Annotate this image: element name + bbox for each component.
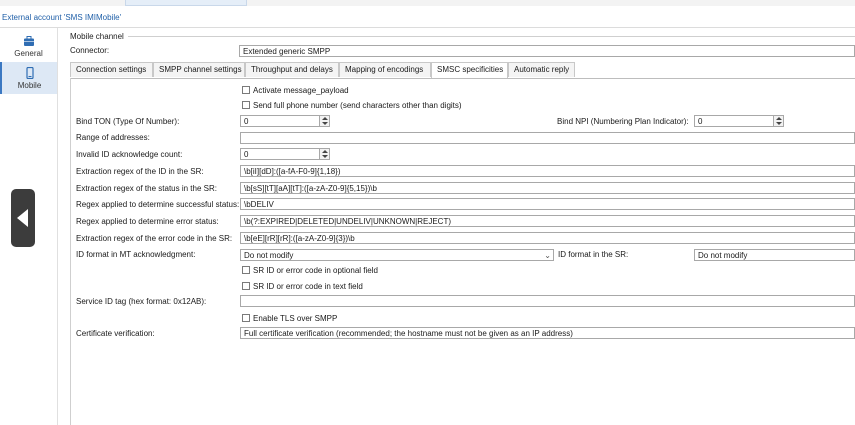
activate-payload-label: Activate message_payload bbox=[253, 86, 349, 95]
connector-label: Connector: bbox=[70, 46, 110, 55]
chevron-down-icon: ⌄ bbox=[544, 251, 551, 260]
bind-npi-label: Bind NPI (Numbering Plan Indicator): bbox=[557, 117, 689, 126]
regex-error-code-label: Extraction regex of the error code in the SR: bbox=[76, 234, 233, 243]
range-addresses-input[interactable] bbox=[240, 132, 855, 144]
regex-success-input[interactable]: \bDELIV bbox=[240, 198, 855, 210]
sidebar-item-label: Mobile bbox=[17, 81, 42, 90]
briefcase-icon bbox=[23, 35, 35, 47]
send-full-phone-checkbox[interactable] bbox=[242, 101, 250, 109]
sr-text-label: SR ID or error code in text field bbox=[253, 282, 363, 291]
regex-error-code-input[interactable]: \b[eE][rR][rR]:([a-zA-Z0-9]{3})\b bbox=[240, 232, 855, 244]
spin-down-icon bbox=[322, 122, 328, 125]
spin-up-icon bbox=[322, 117, 328, 120]
top-tab-hint[interactable] bbox=[125, 0, 247, 6]
tab-smsc-specificities[interactable]: SMSC specificities bbox=[431, 62, 508, 78]
regex-success-label: Regex applied to determine successful status: bbox=[76, 200, 240, 209]
invalid-id-count-value: 0 bbox=[244, 150, 249, 159]
top-tab-strip bbox=[0, 0, 855, 6]
bind-ton-label: Bind TON (Type Of Number): bbox=[76, 117, 180, 126]
activate-payload-checkbox[interactable] bbox=[242, 86, 250, 94]
spin-up-icon bbox=[322, 150, 328, 153]
sr-optional-checkbox[interactable] bbox=[242, 266, 250, 274]
sr-optional-label: SR ID or error code in optional field bbox=[253, 266, 378, 275]
id-format-mt-value: Do not modify bbox=[244, 251, 294, 260]
enable-tls-checkbox[interactable] bbox=[242, 314, 250, 322]
bind-ton-spin[interactable] bbox=[319, 115, 329, 127]
sidebar-item-mobile[interactable] bbox=[0, 62, 57, 94]
cert-verification-select[interactable]: Full certificate verification (recommended; the hostname must not be given as an IP address) bbox=[240, 327, 855, 339]
enable-tls-label: Enable TLS over SMPP bbox=[253, 314, 338, 323]
sidebar-item-label: General bbox=[14, 49, 43, 58]
id-format-mt-select[interactable] bbox=[240, 249, 554, 261]
mobile-phone-icon bbox=[24, 67, 36, 79]
mobile-channel-group-label: Mobile channel bbox=[70, 32, 124, 41]
bind-ton-value: 0 bbox=[244, 117, 249, 126]
settings-tabs bbox=[70, 62, 855, 79]
invalid-id-count-label: Invalid ID acknowledge count: bbox=[76, 150, 183, 159]
invalid-id-count-stepper[interactable] bbox=[240, 148, 330, 160]
window-title-bar bbox=[0, 9, 855, 28]
window-title: External account 'SMS IMIMobile' bbox=[2, 13, 122, 22]
tab-mapping-of-encodings[interactable]: Mapping of encodings bbox=[339, 62, 431, 77]
service-id-tag-label: Service ID tag (hex format: 0x12AB): bbox=[76, 297, 207, 306]
regex-id-sr-input[interactable]: \b[iI][dD]:([a-fA-F0-9]{1,18}) bbox=[240, 165, 855, 177]
spin-up-icon bbox=[776, 117, 782, 120]
bind-ton-stepper[interactable] bbox=[240, 115, 330, 127]
id-format-sr-label: ID format in the SR: bbox=[558, 250, 629, 259]
tab-automatic-reply[interactable]: Automatic reply bbox=[508, 62, 575, 77]
send-full-phone-label: Send full phone number (send characters other than digits) bbox=[253, 101, 462, 110]
bind-npi-spin[interactable] bbox=[773, 115, 783, 127]
cert-verification-label: Certificate verification: bbox=[76, 329, 155, 338]
range-addresses-label: Range of addresses: bbox=[76, 133, 150, 142]
regex-status-sr-input[interactable]: \b[sS][tT][aA][tT]:([a-zA-Z0-9]{5,15})\b bbox=[240, 182, 855, 194]
tab-smpp-channel-settings[interactable]: SMPP channel settings bbox=[153, 62, 245, 77]
regex-status-sr-label: Extraction regex of the status in the SR: bbox=[76, 184, 217, 193]
spin-down-icon bbox=[776, 122, 782, 125]
tab-connection-settings[interactable]: Connection settings bbox=[70, 62, 153, 77]
previous-page-button[interactable] bbox=[11, 189, 35, 247]
spin-down-icon bbox=[322, 155, 328, 158]
regex-id-sr-label: Extraction regex of the ID in the SR: bbox=[76, 167, 204, 176]
invalid-id-count-spin[interactable] bbox=[319, 148, 329, 160]
group-divider bbox=[128, 36, 855, 37]
connector-select[interactable]: Extended generic SMPP bbox=[239, 45, 855, 57]
arrow-left-icon bbox=[17, 209, 28, 227]
id-format-sr-select[interactable]: Do not modify bbox=[694, 249, 855, 261]
regex-error-input[interactable]: \b(?:EXPIRED|DELETED|UNDELIV|UNKNOWN|REJECT) bbox=[240, 215, 855, 227]
service-id-tag-input[interactable] bbox=[240, 295, 855, 307]
regex-error-label: Regex applied to determine error status: bbox=[76, 217, 219, 226]
bind-npi-value: 0 bbox=[698, 117, 703, 126]
sr-text-checkbox[interactable] bbox=[242, 282, 250, 290]
sidebar-item-general[interactable] bbox=[0, 30, 57, 62]
tab-throughput-and-delays[interactable]: Throughput and delays bbox=[245, 62, 339, 77]
bind-npi-stepper[interactable] bbox=[694, 115, 784, 127]
id-format-mt-label: ID format in MT acknowledgment: bbox=[76, 250, 196, 259]
